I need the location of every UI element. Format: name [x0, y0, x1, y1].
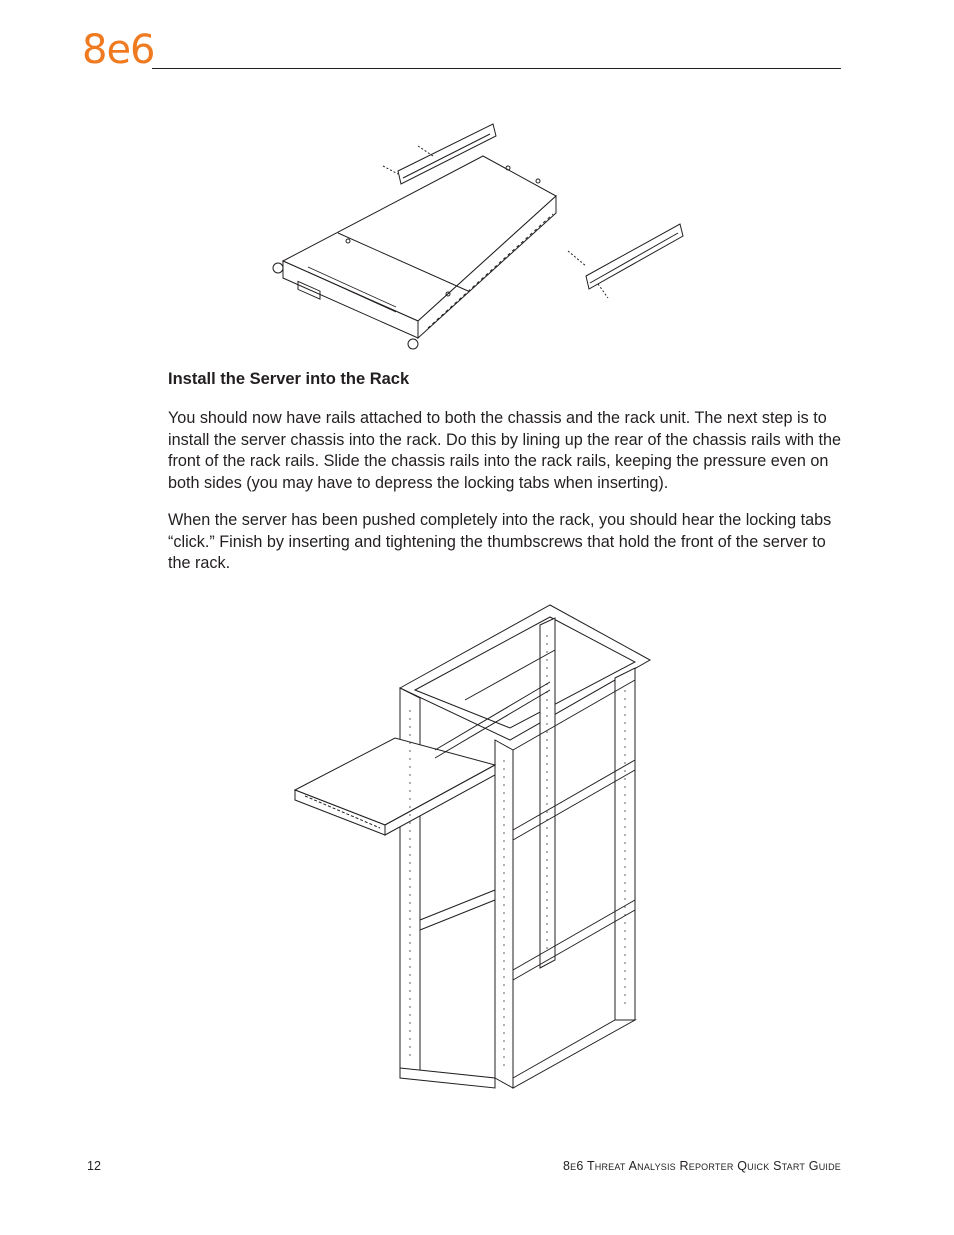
body-paragraph: When the server has been pushed completely into the rack, you should hear the locking tabs “click.” Finish by inserting and tightening the thumbscrews that hold the front of the server to the rack. [168, 511, 832, 572]
header-divider [152, 68, 841, 69]
page-number: 12 [87, 1159, 101, 1173]
brand-logo: 8e6 [82, 27, 155, 73]
document-title: 8e6 Threat Analysis Reporter Quick Start Guide [562, 1159, 841, 1173]
chassis-rails-illustration [268, 116, 688, 356]
body-paragraph: You should now have rails attached to both the chassis and the rack unit. The next step is to install the server chassis into the rack. Do this by lining up the rear of the chassis rails with the front of the rack rails. Slide the chassis rails into the rack rails, keeping the pressure even on both sides (you may have to depress the locking tabs when inserting). [168, 409, 841, 492]
server-rack-illustration [285, 600, 655, 1090]
section-heading: Install the Server into the Rack [168, 370, 410, 388]
